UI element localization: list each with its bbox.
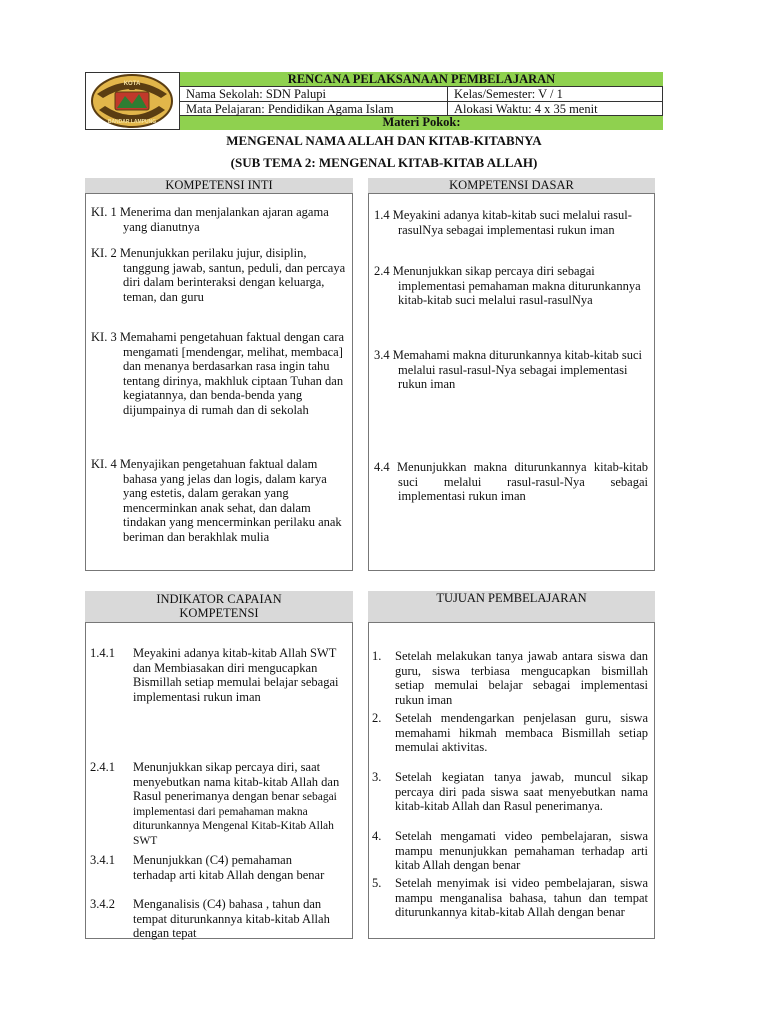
ikk-num: 3.4.2: [90, 897, 115, 911]
kompetensi-dasar-heading: KOMPETENSI DASAR: [368, 178, 655, 194]
tp-text: Setelah mengamati video pembelajaran, siswa mampu menunjukkan pemahaman terhadap arti kitab Allah dengan benar: [395, 829, 648, 872]
kd-item: 3.4 Memahami makna diturunkannya kitab-kitab suci melalui rasul-rasul-Nya sebagai implementasi rukun iman: [374, 348, 642, 391]
tp-text: Setelah melakukan tanya jawab antara siswa dan guru, siswa terbiasa mengucapkan bismillah setiap memulai belajar sebagai implementasi rukun iman: [395, 649, 648, 707]
kompetensi-inti-heading: KOMPETENSI INTI: [85, 178, 353, 194]
tp-item: [372, 829, 648, 875]
logo-top-text: KOTA: [123, 81, 141, 87]
ikk-text: Menganalisis (C4) bahasa , tahun dan tempat diturunkannya kitab-kitab Allah dengan tepat: [133, 897, 330, 940]
kd-item: 1.4 Meyakini adanya kitab-kitab suci melalui rasul-rasulNya sebagai implementasi rukun iman: [374, 208, 632, 237]
tp-num: 1.: [372, 649, 382, 663]
ikk-num: 2.4.1: [90, 760, 115, 774]
ikk-item: [90, 646, 345, 726]
ikk-text: Meyakini adanya kitab-kitab Allah SWT dan Membiasakan diri mengucapkan Bismillah setiap memulai belajar sebagai implementasi rukun iman: [133, 646, 339, 704]
tp-num: 2.: [372, 711, 382, 725]
ki-item: KI. 1 Menerima dan menjalankan ajaran agama yang dianutnya: [91, 205, 329, 234]
tp-num: 5.: [372, 876, 382, 890]
rpp-title: RENCANA PELAKSANAAN PEMBELAJARAN: [180, 72, 663, 87]
ikk-num: 3.4.1: [90, 853, 115, 867]
tp-item: [372, 649, 648, 711]
tp-text: Setelah kegiatan tanya jawab, muncul sikap percaya diri pada siswa saat menyebutkan nama kitab-kitab Allah dan Rasul penerimanya.: [395, 770, 648, 813]
tp-num: 3.: [372, 770, 382, 784]
main-title: MENGENAL NAMA ALLAH DAN KITAB-KITABNYA: [226, 133, 542, 148]
mata-pelajaran: Mata Pelajaran: Pendidikan Agama Islam: [180, 102, 448, 116]
ikk-num: 1.4.1: [90, 646, 115, 660]
ikk-text-small: sebagai implementasi dari pemahaman makna diturunkannya Mengenal Kitab-Kitab Allah SWT: [133, 791, 337, 847]
alokasi-waktu: Alokasi Waktu: 4 x 35 menit: [448, 102, 663, 116]
tujuan-heading: TUJUAN PEMBELAJARAN: [368, 591, 655, 623]
tp-item: [372, 770, 648, 828]
ki-item: KI. 2 Menunjukkan perilaku jujur, disiplin, tanggung jawab, santun, peduli, dan percaya diri dalam berinteraksi dengan keluarga, teman, dan guru: [91, 246, 346, 304]
ki-item: KI. 4 Menyajikan pengetahuan faktual dalam bahasa yang jelas dan logis, dalam karya yang estetis, dalam gerakan yang mencerminkan anak sehat, dan dalam tindakan yang mencerminkan perilaku anak beriman dan berakhlak mulia: [91, 457, 342, 544]
city-logo-icon: [85, 72, 180, 130]
nama-sekolah: Nama Sekolah: SDN Palupi: [180, 87, 448, 102]
kelas-semester: Kelas/Semester: V / 1: [448, 87, 663, 102]
ikk-item: [90, 853, 345, 898]
tp-text: Setelah mendengarkan penjelasan guru, siswa memahami hikmah membaca Bismillah setiap memulai aktivitas.: [395, 711, 648, 754]
tp-num: 4.: [372, 829, 382, 843]
ki-item: KI. 3 Memahami pengetahuan faktual dengan cara mengamati [mendengar, melihat, membaca] dan menanya berdasarkan rasa ingin tahu tentang dirinya, makhluk ciptaan Tuhan dan kegiatannya, dan benda-benda yang dijumpainya di rumah dan di sekolah: [91, 330, 345, 417]
kd-item: 4.4 Menunjukkan makna diturunkannya kitab-kitab suci melalui rasul-rasul-Nya sebagai implementasi rukun iman: [374, 460, 648, 503]
logo-cell: [85, 72, 180, 130]
ikk-text: Menunjukkan sikap percaya diri, saat menyebutkan nama kitab-kitab Allah dan Rasul penerimanya dengan benar: [133, 760, 340, 803]
tp-text: Setelah menyimak isi video pembelajaran, siswa mampu menganalisa bahasa, tahun dan tempat diturunkannya kitab-kitab Allah dengan benar: [395, 876, 648, 919]
ikk-text: Menunjukkan (C4) pemahaman terhadap arti kitab Allah dengan benar: [133, 853, 325, 882]
tp-item: [372, 711, 648, 759]
ikk-item: [90, 760, 345, 855]
logo-bottom-text: BANDAR LAMPUNG: [107, 119, 157, 125]
tp-item: [372, 876, 648, 936]
materi-pokok: Materi Pokok:: [180, 116, 663, 130]
ikk-item: [90, 897, 345, 942]
indikator-heading: INDIKATOR CAPAIAN KOMPETENSI: [85, 591, 353, 623]
sub-title: (SUB TEMA 2: MENGENAL KITAB-KITAB ALLAH): [230, 155, 538, 170]
kd-item: 2.4 Menunjukkan sikap percaya diri sebagai implementasi pemahaman makna diturunkannya kitab-kitab suci melalui rasul-rasulNya: [374, 264, 641, 307]
